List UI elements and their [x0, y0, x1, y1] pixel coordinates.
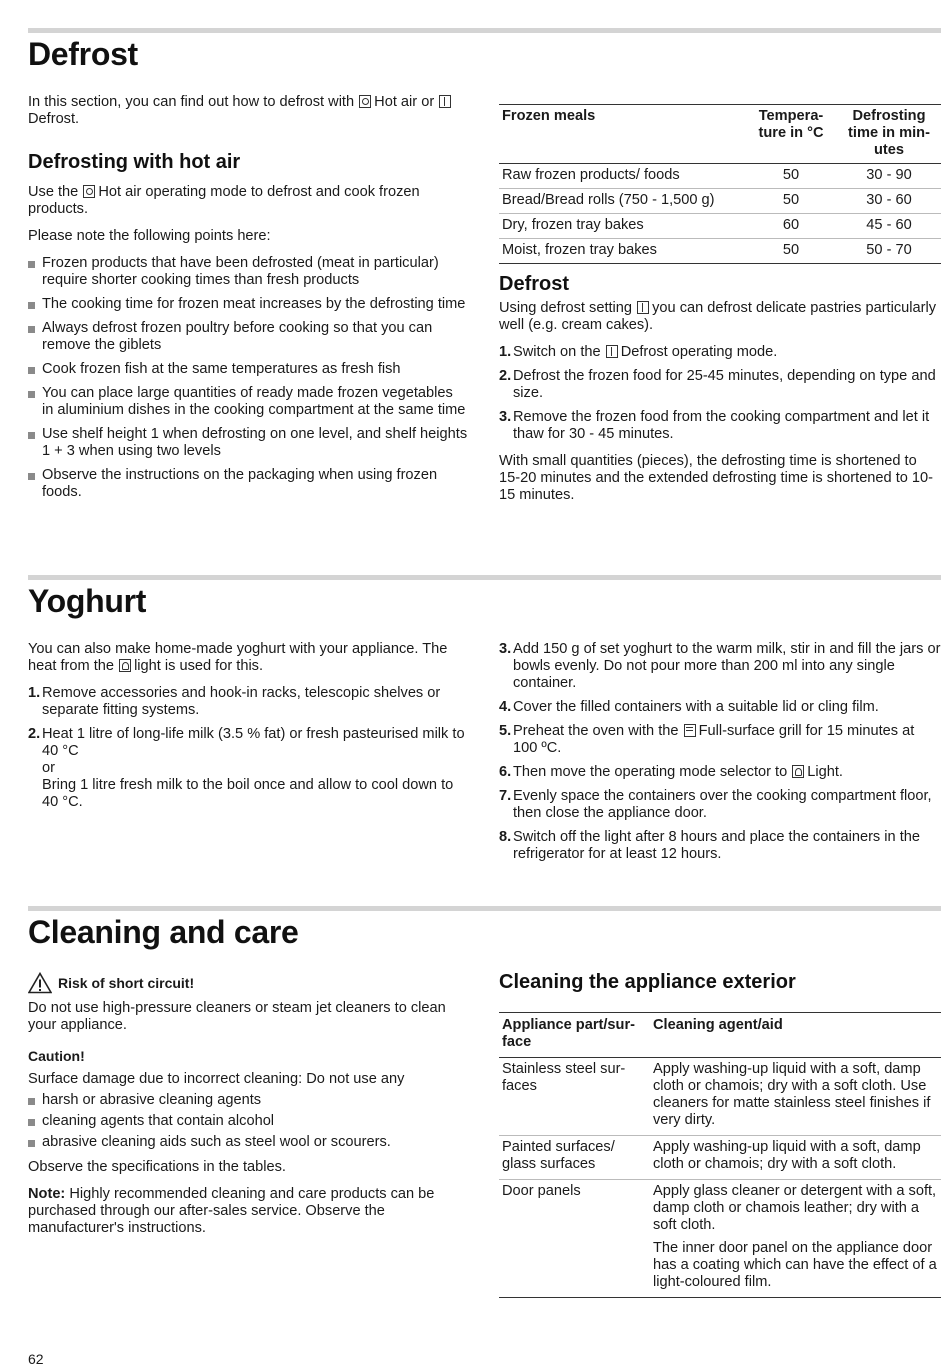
list-item: Use shelf height 1 when defrosting on one level, and shelf heights 1 + 3 when using two levels	[28, 426, 468, 460]
list-item: 5. Preheat the oven with the Full-surface grill for 15 minutes at 100 ºC.	[499, 723, 915, 756]
defrost-left-column	[28, 94, 468, 508]
table-cell: Raw frozen products/ foods	[499, 164, 745, 189]
list-item: 2. Heat 1 litre of long-life milk (3.5 % fat) or fresh pasteurised milk to 40 °C or Bring 1 litre fresh milk to the boil once and allow to cool down to 40 °C.	[28, 726, 465, 810]
defrost-icon	[606, 345, 618, 358]
defrost-steps	[499, 344, 941, 443]
list-item: Always defrost frozen poultry before cooking so that you can remove the giblets	[28, 320, 468, 354]
table-cell: 30 - 60	[837, 189, 941, 214]
hot-air-note: Please note the following points here:	[28, 228, 271, 244]
table-row	[499, 164, 941, 189]
defrost-icon	[439, 95, 451, 108]
list-item: Frozen products that have been defrosted (meat in particular) require shorter cooking times than fresh products	[28, 255, 468, 289]
table-row	[499, 189, 941, 214]
cleaning-left-column	[28, 972, 468, 1247]
table-cell: Stainless steel sur- faces	[499, 1058, 650, 1136]
list-item: 7. Evenly space the containers over the cooking compartment floor, then close the appliance door.	[499, 788, 932, 821]
exterior-heading: Cleaning the appliance exterior	[499, 971, 796, 993]
table-cell: Apply washing-up liquid with a soft, damp cloth or chamois; dry with a soft cloth. Use cleaners for matte stainless steel finishes if very dirty.	[650, 1058, 941, 1136]
table-row	[499, 214, 941, 239]
observe-text: Observe the specifications in the tables.	[28, 1159, 286, 1175]
table-cell: 30 - 90	[837, 164, 941, 189]
caution-heading: Caution!	[28, 1048, 85, 1064]
cleaning-right-column	[499, 970, 941, 1298]
table-cell: 50	[745, 164, 837, 189]
list-item: 3. Remove the frozen food from the cooking compartment and let it thaw for 30 - 45 minutes.	[499, 409, 930, 442]
yoghurt-steps-left	[28, 685, 468, 811]
table-header-cell: Appliance part/sur- face	[499, 1013, 650, 1058]
table-cell: 60	[745, 214, 837, 239]
list-item: The cooking time for frozen meat increases by the defrosting time	[28, 296, 468, 313]
list-item: Cook frozen fish at the same temperatures as fresh fish	[28, 361, 468, 378]
yoghurt-left-column	[28, 641, 468, 821]
table-header-row	[499, 1013, 941, 1058]
defrost-right-column	[499, 104, 941, 514]
defrost-intro: In this section, you can find out how to defrost with Hot air or Defrost.	[28, 94, 468, 128]
table-cell: Dry, frozen tray bakes	[499, 214, 745, 239]
table-cell: 50	[782, 242, 800, 258]
list-item: cleaning agents that contain alcohol	[28, 1113, 468, 1130]
table-cell: 50	[745, 189, 837, 214]
list-item: harsh or abrasive cleaning agents	[28, 1092, 468, 1109]
list-item: 1. Switch on the Defrost operating mode.	[499, 344, 778, 360]
hot-air-bullet-list	[28, 255, 468, 501]
warning-text: Do not use high-pressure cleaners or steam jet cleaners to clean your appliance.	[28, 1000, 446, 1033]
table-cell: Painted surfaces/ glass surfaces	[499, 1136, 650, 1180]
hot-air-use-text: Use the Hot air operating mode to defrost and cook frozen products.	[28, 184, 420, 217]
grill-icon	[684, 724, 696, 737]
yoghurt-title: Yoghurt	[28, 583, 147, 619]
section-rule	[28, 906, 941, 911]
hot-air-icon	[83, 185, 95, 198]
cleaning-title: Cleaning and care	[28, 914, 299, 950]
table-cell: Bread/Bread rolls (750 - 1,500 g)	[499, 189, 745, 214]
table-header-cell: Tempera- ture in °C	[745, 105, 837, 164]
warning-triangle-icon	[28, 972, 52, 994]
defrost-title: Defrost	[28, 36, 138, 72]
table-header-cell: Frozen meals	[499, 105, 745, 164]
table-cell: Moist, frozen tray bakes	[502, 242, 657, 258]
hot-air-heading: Defrosting with hot air	[28, 151, 241, 173]
table-row	[499, 1180, 941, 1298]
caution-bullet-list	[28, 1092, 468, 1151]
caution-text: Surface damage due to incorrect cleaning: Do not use any	[28, 1071, 405, 1087]
list-item: 2. Defrost the frozen food for 25-45 minutes, depending on type and size.	[499, 368, 936, 401]
table-cell: Apply glass cleaner or detergent with a soft, damp cloth or chamois leather; dry with a soft cloth. The inner door panel on the appliance door has a coating which can have the effect of a light-coloured film.	[653, 1183, 937, 1290]
page-number: 62	[28, 1351, 44, 1367]
list-item: 4. Cover the filled containers with a suitable lid or cling film.	[499, 699, 879, 715]
yoghurt-intro: You can also make home-made yoghurt with your appliance. The heat from the light is used for this.	[28, 641, 448, 674]
table-header-row	[499, 105, 941, 164]
frozen-meals-table	[499, 104, 941, 264]
list-item: 8. Switch off the light after 8 hours and place the containers in the refrigerator for at least 12 hours.	[499, 829, 920, 862]
table-row	[499, 239, 941, 264]
list-item: 1. Remove accessories and hook-in racks, telescopic shelves or separate fitting systems.	[28, 685, 441, 718]
table-row	[499, 1058, 941, 1136]
table-header-cell: Cleaning agent/aid	[650, 1013, 941, 1058]
list-item: abrasive cleaning aids such as steel wool or scourers.	[28, 1134, 468, 1151]
table-cell: Apply washing-up liquid with a soft, damp cloth or chamois; dry with a soft cloth.	[650, 1136, 941, 1180]
light-icon	[792, 765, 804, 778]
note-text: Note: Highly recommended cleaning and care products can be purchased through our after-sales service. Observe the manufacturer's instructions.	[28, 1186, 435, 1236]
list-item: 6. Then move the operating mode selector to Light.	[499, 764, 843, 780]
warning-heading: Risk of short circuit!	[28, 972, 468, 994]
light-icon	[119, 659, 131, 672]
table-row	[499, 1136, 941, 1180]
hot-air-icon	[359, 95, 371, 108]
section-rule	[28, 575, 941, 580]
list-item: Observe the instructions on the packaging when using frozen foods.	[28, 467, 468, 501]
table-cell: 45 - 60	[837, 214, 941, 239]
list-item: 3. Add 150 g of set yoghurt to the warm milk, stir in and fill the jars or bowls evenly. Do not pour more than 200 ml into any single container.	[499, 641, 941, 691]
section-rule	[28, 28, 941, 33]
defrost-setting-heading: Defrost	[499, 273, 570, 295]
yoghurt-right-column	[499, 641, 941, 873]
table-header-cell: Defrosting time in min- utes	[837, 105, 941, 164]
table-cell: 50 - 70	[866, 242, 912, 258]
defrost-icon	[637, 301, 649, 314]
table-cell: Door panels	[502, 1183, 581, 1199]
exterior-cleaning-table	[499, 1012, 941, 1298]
defrost-small-quantities: With small quantities (pieces), the defrosting time is shortened to 15-20 minutes and the extended defrosting time is shortened to 10-15 minutes.	[499, 453, 934, 503]
yoghurt-steps-right	[499, 641, 941, 863]
list-item: You can place large quantities of ready made frozen vegetables in aluminium dishes in the cooking compartment at the same time	[28, 385, 468, 419]
defrost-setting-text: Using defrost setting you can defrost delicate pastries particularly well (e.g. cream cakes).	[499, 300, 937, 333]
